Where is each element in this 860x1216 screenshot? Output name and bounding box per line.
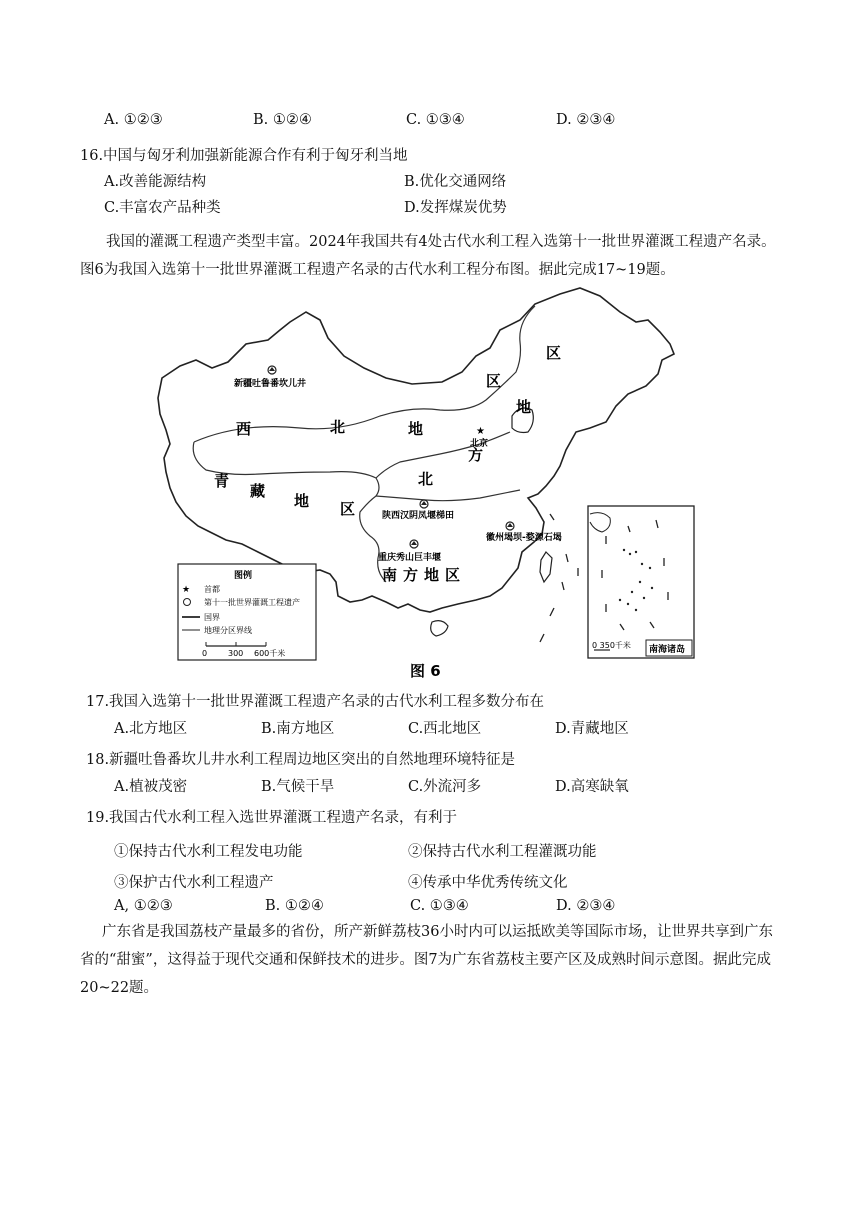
region-char: 青 xyxy=(214,472,230,490)
q18-option-b: B.气候干旱 xyxy=(261,779,335,795)
legend-item: 地理分区界线 xyxy=(204,626,252,635)
q18-option-a: A.植被茂密 xyxy=(114,779,188,795)
site-label: 新疆吐鲁番坎儿井 xyxy=(234,379,307,389)
hainan-island xyxy=(431,621,448,636)
q16-option-b: B.优化交通网络 xyxy=(404,174,507,190)
china-irrigation-map xyxy=(150,282,700,678)
q16-option-c: C.丰富农产品种类 xyxy=(104,200,221,216)
q15-option-b: B. ①②④ xyxy=(253,112,312,128)
region-char: 地 xyxy=(294,492,310,510)
region-char: 区 xyxy=(340,500,356,518)
taiwan-island xyxy=(540,552,552,582)
q15-option-d: D. ②③④ xyxy=(556,112,616,128)
region-char: 方 xyxy=(468,446,484,464)
region-char: 北 xyxy=(418,470,434,488)
q19-stem: 19.我国古代水利工程入选世界灌溉工程遗产名录，有利于 xyxy=(86,810,458,826)
q19-statement: ①保持古代水利工程发电功能 xyxy=(114,844,303,860)
legend-item: 第十一批世界灌溉工程遗产 xyxy=(204,598,300,607)
q15-option-a: A. ①②③ xyxy=(104,112,163,128)
q16-option-d: D.发挥煤炭优势 xyxy=(404,200,507,216)
site-label: 徽州堨坝-婺源石堨 xyxy=(486,533,562,543)
q17-stem: 17.我国入选第十一批世界灌溉工程遗产名录的古代水利工程多数分布在 xyxy=(86,694,545,710)
region-south-label: 南方地区 xyxy=(382,566,467,584)
q19-statement: ②保持古代水利工程灌溉功能 xyxy=(408,844,597,860)
q19-option-c: C. ①③④ xyxy=(410,898,469,914)
q19-option-d: D. ②③④ xyxy=(556,898,616,914)
q19-statement: ③保护古代水利工程遗产 xyxy=(114,875,274,891)
site-label: 陕西汉阴凤堰梯田 xyxy=(382,511,455,521)
q18-option-c: C.外流河多 xyxy=(408,779,482,795)
svg-text:600千米: 600千米 xyxy=(254,649,286,658)
legend-star-icon: ★ xyxy=(182,585,191,595)
q19-option-b: B. ①②④ xyxy=(265,898,324,914)
capital-label: 北京 xyxy=(470,439,489,449)
passage-irrigation: 我国的灌溉工程遗产类型丰富。2024年我国共有4处古代水利工程入选第十一批世界灌溉工程遗产名录。图6为我国入选第十一批世界灌溉工程遗产名录的古代水利工程分布图。据此完成17~19题。 xyxy=(80,234,776,278)
south-china-sea-inset xyxy=(588,506,694,658)
figure-caption: 图 6 xyxy=(410,662,441,678)
region-char: 藏 xyxy=(250,482,266,500)
legend-title: 图例 xyxy=(234,571,253,581)
map-legend xyxy=(178,564,316,660)
region-char: 地 xyxy=(408,420,424,438)
region-char: 区 xyxy=(546,344,562,362)
site-label: 重庆秀山巨丰堰 xyxy=(378,553,442,563)
q18-stem: 18.新疆吐鲁番坎儿井水利工程周边地区突出的自然地理环境特征是 xyxy=(86,752,516,768)
legend-item: 国界 xyxy=(204,613,220,622)
region-char: 北 xyxy=(330,418,346,436)
region-char: 地 xyxy=(516,398,532,416)
region-char: 西 xyxy=(236,420,252,438)
legend-item: 首都 xyxy=(204,585,220,594)
inset-scale: 0 350千米 xyxy=(592,641,631,650)
passage-lychee: 广东省是我国荔枝产量最多的省份，所产新鲜荔枝36小时内可以运抵欧美等国际市场，让世界共享到广东省的“甜蜜”，这得益于现代交通和保鲜技术的进步。图7为广东省荔枝主要产区及成熟时间示意图。据此完成20~22题。 xyxy=(80,924,773,996)
q17-option-b: B.南方地区 xyxy=(261,721,335,737)
region-char: 区 xyxy=(486,372,502,390)
q19-option-a: A, ①②③ xyxy=(114,898,173,914)
q18-option-d: D.高寒缺氧 xyxy=(555,779,629,795)
q17-option-d: D.青藏地区 xyxy=(555,721,629,737)
q16-option-a: A.改善能源结构 xyxy=(104,174,207,190)
q16-stem: 16.中国与匈牙利加强新能源合作有利于匈牙利当地 xyxy=(80,148,408,164)
svg-text:0: 0 xyxy=(202,649,208,658)
svg-text:300: 300 xyxy=(228,649,244,658)
q17-option-a: A.北方地区 xyxy=(114,721,188,737)
q19-statement: ④传承中华优秀传统文化 xyxy=(408,875,568,891)
inset-label: 南海诸岛 xyxy=(649,645,686,655)
q17-option-c: C.西北地区 xyxy=(408,721,482,737)
q15-option-c: C. ①③④ xyxy=(406,112,465,128)
capital-star-icon: ★ xyxy=(476,426,485,437)
